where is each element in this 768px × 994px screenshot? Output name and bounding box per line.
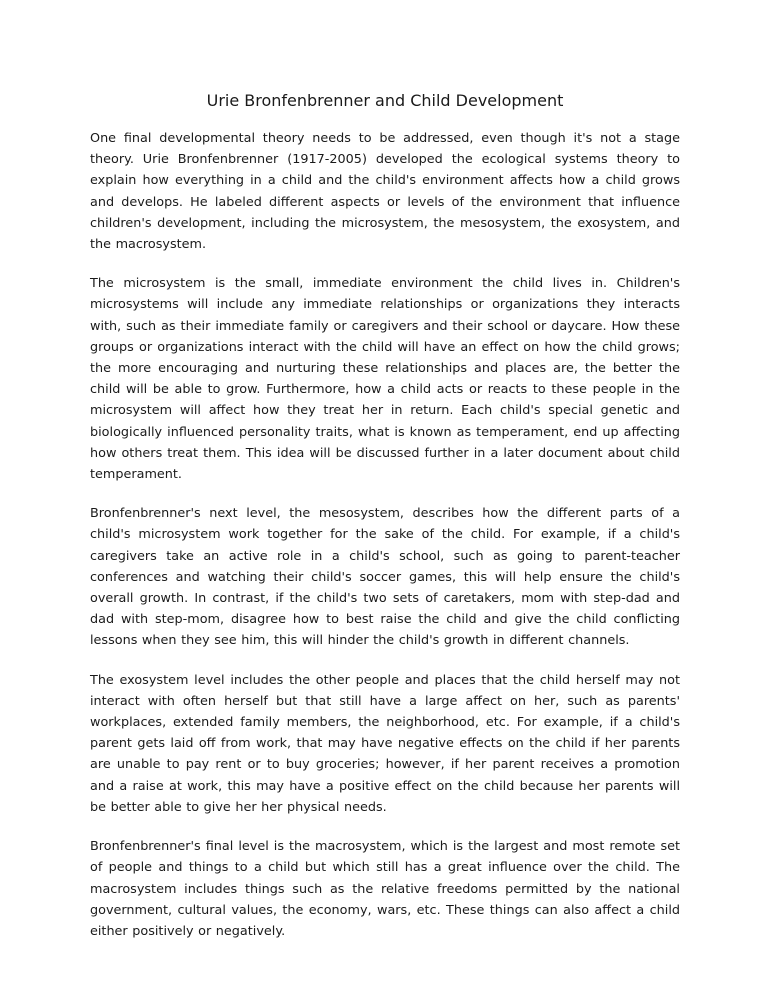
paragraph-mesosystem: Bronfenbrenner's next level, the mesosystem, describes how the different parts of a child's microsystem work together for the sake of the child. For example, if a child's caregivers take an active role in a child's school, such as going to parent-teacher conferences and watching their child's soccer games, this will help ensure the child's overall growth. In contrast, if the child's two sets of caretakers, mom with step-dad and dad with step-mom, disagree how to best raise the child and give the child conflicting lessons when they see him, this will hinder the child's growth in different channels. [90, 506, 680, 649]
page-title: Urie Bronfenbrenner and Child Development [206, 91, 564, 110]
paragraph-exosystem: The exosystem level includes the other people and places that the child herself may not interact with often herself but that still have a large affect on her, such as parents' workplaces, extended family members, the neighborhood, etc. For example, if a child's parent gets laid off from work, that may have negative effects on the child if her parents are unable to pay rent or to buy groceries; however, if her parent receives a promotion and a raise at work, this may have a positive effect on the child because her parents will be better able to give her her physical needs. [90, 672, 680, 815]
paragraph-microsystem: The microsystem is the small, immediate environment the child lives in. Children's microsystems will include any immediate relationships or organizations they interacts with, such as their immediate family or caregivers and their school or daycare. How these groups or organizations interact with the child will have an effect on how the child grows; the more encouraging and nurturing these relationships and places are, the better the child will be able to grow. Furthermore, how a child acts or reacts to these people in the microsystem will affect how they treat her in return. Each child's special genetic and biologically influenced personality traits, what is known as temperament, end up affecting how others treat them. This idea will be discussed further in a later document about child temperament. [90, 276, 680, 483]
paragraph-macrosystem: Bronfenbrenner's final level is the macrosystem, which is the largest and most remote set of people and things to a child but which still has a great influence over the child. The macrosystem includes things such as the relative freedoms permitted by the national government, cultural values, the economy, wars, etc. These things can also affect a child either positively or negatively. [90, 839, 680, 939]
paragraph-intro: One final developmental theory needs to be addressed, even though it's not a stage theory. Urie Bronfenbrenner (1917-2005) developed the ecological systems theory to explain how everything in a child and the child's environment affects how a child grows and develops. He labeled different aspects or levels of the environment that influence children's development, including the microsystem, the mesosystem, the exosystem, and the macrosystem. [90, 131, 680, 253]
